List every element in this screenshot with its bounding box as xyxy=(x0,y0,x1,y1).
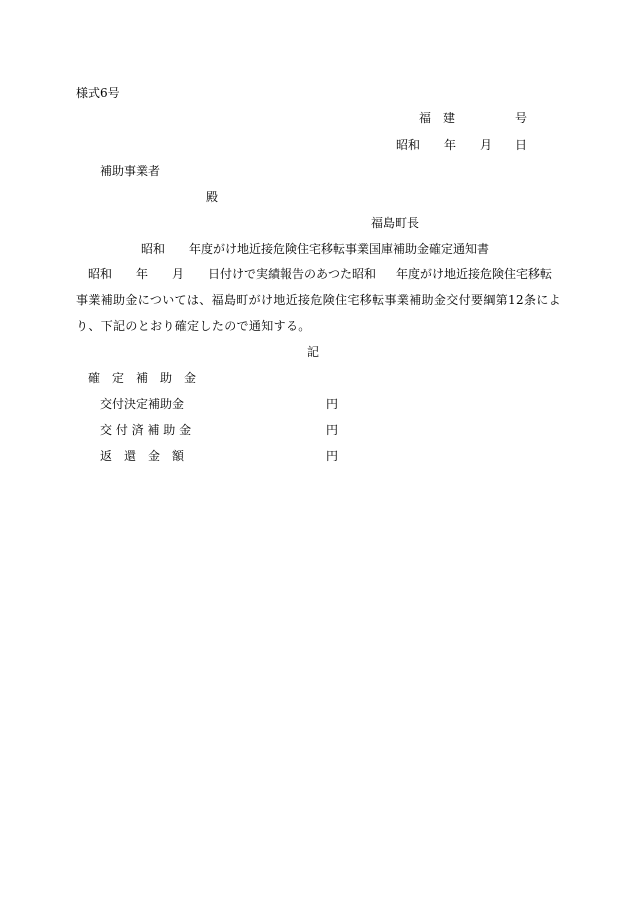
date-era: 昭和 xyxy=(396,138,421,152)
body-month: 月 xyxy=(172,267,185,281)
item-label-henkan: 返 還 金 額 xyxy=(100,449,185,463)
section-heading: 確 定 補 助 金 xyxy=(88,371,197,385)
date-year: 年 xyxy=(444,138,457,152)
title-era: 昭和 xyxy=(141,242,166,256)
addressee-label: 補助事業者 xyxy=(100,164,161,178)
date-month: 月 xyxy=(480,138,493,152)
document-number-prefix: 福 建 xyxy=(419,111,456,125)
item-label-kofu-kettei: 交付決定補助金 xyxy=(100,397,185,411)
issuer: 福島町長 xyxy=(371,216,420,230)
body-era: 昭和 xyxy=(88,267,113,281)
body-line1-text: 日付けで実績報告のあつた昭和 xyxy=(208,267,377,281)
form-number: 様式6号 xyxy=(76,86,120,100)
document-number-suffix: 号 xyxy=(515,111,528,125)
ki-heading: 記 xyxy=(307,345,320,359)
body-line-3: り、下記のとおり確定したので通知する。 xyxy=(76,319,311,333)
body-line1-tail: 年度がけ地近接危険住宅移転 xyxy=(396,267,553,281)
date-day: 日 xyxy=(515,138,528,152)
addressee-honorific: 殿 xyxy=(206,190,219,204)
item-label-kofu-zumi: 交 付 済 補 助 金 xyxy=(100,423,192,437)
body-line-2: 事業補助金については、福島町がけ地近接危険住宅移転事業補助金交付要綱第12条によ xyxy=(76,293,562,307)
item-unit: 円 xyxy=(326,423,339,437)
document-title: 年度がけ地近接危険住宅移転事業国庫補助金確定通知書 xyxy=(189,242,490,256)
body-year: 年 xyxy=(136,267,149,281)
item-unit: 円 xyxy=(326,449,339,463)
item-unit: 円 xyxy=(326,397,339,411)
